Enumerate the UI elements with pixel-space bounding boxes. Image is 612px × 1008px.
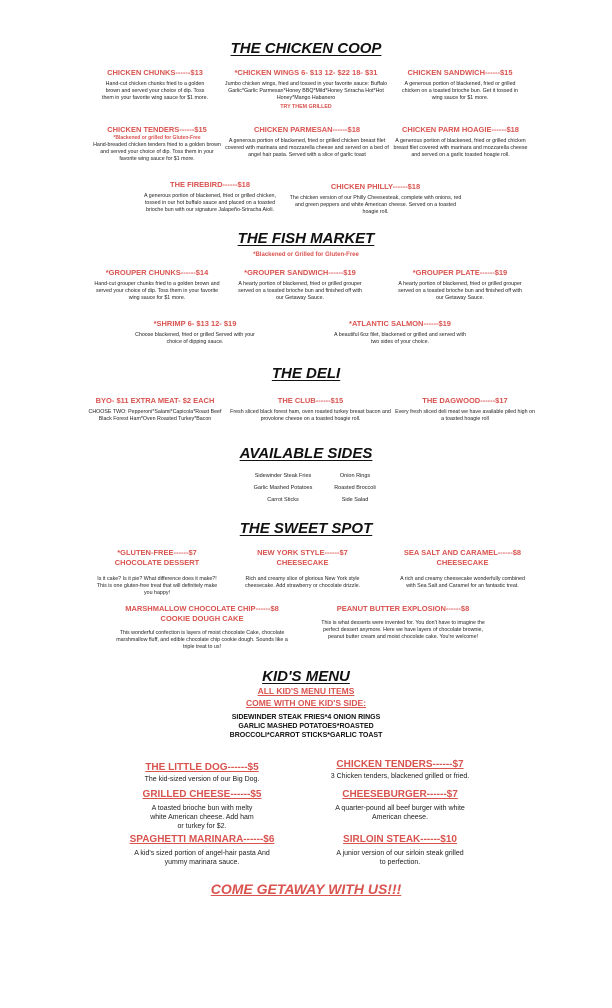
grouper-plate-item bbox=[395, 268, 525, 302]
ny-cheesecake-item bbox=[240, 548, 365, 590]
chicken-coop-title: THE CHICKEN COOP bbox=[230, 40, 382, 57]
sweet-spot-title: THE SWEET SPOT bbox=[239, 520, 373, 537]
side-item: Sidewinder Steak Fries bbox=[254, 473, 312, 479]
item-description: A quarter-pound all beef burger with white American cheese. bbox=[335, 805, 465, 821]
item-name: PEANUT BUTTER EXPLOSION------$8 bbox=[336, 604, 470, 613]
item-description: A generous portion of blackened, fried or grilled chicken breast filet covered with marinara and mozzarella cheese and served on a bed of angel hair pasta. Served with a slice of garlic toast bbox=[225, 138, 389, 158]
item-name: CHEESEBURGER------$7 bbox=[342, 789, 458, 800]
item-name: THE FIREBIRD------$18 bbox=[170, 180, 250, 189]
item-subnote: *Blackened or grilled for Gluten-Free bbox=[113, 135, 201, 141]
item-name: *GROUPER SANDWICH------$19 bbox=[244, 268, 356, 277]
item-description: The chicken version of our Philly Cheesesteak, complete with onions, red and green peppers and white American cheese. Served on a toasted hoagie roll. bbox=[289, 195, 462, 215]
kids-intro-line-2: COME WITH ONE KID'S SIDE: bbox=[245, 698, 367, 708]
item-name: CHICKEN PARM HOAGIE------$18 bbox=[402, 125, 519, 134]
item-description: This is what desserts were invented for. You don't have to imagine the perfect dessert anymore. Here we have layers of chocolate brownie, peanut butter cream and moist chocolate cake. You're welcome! bbox=[321, 620, 485, 640]
kids-menu-title: KID'S MENU bbox=[262, 668, 350, 685]
item-name: NEW YORK STYLE------$7 CHEESECAKE bbox=[257, 548, 348, 567]
gluten-free-dessert-item bbox=[92, 548, 222, 597]
side-item: Garlic Mashed Potatoes bbox=[253, 485, 313, 491]
cheeseburger-item bbox=[320, 788, 480, 822]
item-description: Every fresh sliced deli meat we have available piled high on a toasted hoagie roll bbox=[395, 409, 535, 422]
item-name: *GLUTEN-FREE------$7 CHOCOLATE DESSERT bbox=[114, 548, 200, 567]
byo-item bbox=[85, 396, 225, 423]
chicken-parm-hoagie-item bbox=[393, 125, 528, 159]
side-item: Carrot Sticks bbox=[267, 497, 299, 503]
grouper-chunks-item bbox=[92, 268, 222, 302]
sides-left-column bbox=[238, 473, 328, 509]
item-description: A rich and creamy cheesecake wonderfully combined with Sea Salt and Caramel for an fantastic treat. bbox=[400, 576, 525, 589]
chicken-parmesan-item bbox=[222, 125, 392, 159]
marshmallow-cake-item bbox=[112, 604, 292, 651]
fish-gluten-free-note: *Blackened or Grilled for Gluten-Free bbox=[253, 252, 359, 258]
chicken-tenders-item bbox=[92, 125, 222, 163]
item-description: A toasted brioche bun with melty white American cheese. Add ham or turkey for $2. bbox=[150, 805, 254, 830]
item-name: CHICKEN TENDERS------$15 bbox=[107, 125, 207, 134]
kids-sides-line-3: BROCCOLI*CARROT STICKS*GARLIC TOAST bbox=[229, 732, 383, 739]
sides-title: AVAILABLE SIDES bbox=[239, 445, 373, 462]
item-name: GRILLED CHEESE------$5 bbox=[142, 789, 262, 800]
item-name: THE LITTLE DOG------$5 bbox=[145, 762, 259, 773]
item-description: Hand-cut chicken chunks fried to a golden brown and served your choice of dip. Toss them in your favorite wing sauce for $1 more. bbox=[102, 81, 208, 101]
item-description: The kid-sized version of our Big Dog. bbox=[144, 776, 260, 783]
item-name: THE CLUB------$15 bbox=[277, 396, 344, 405]
item-description: A generous portion of blackened, fried or grilled chicken, tossed in our hot buffalo sauce and placed on a toasted brioche bun with our signature Jalapeño-Sriracha Aioli. bbox=[144, 193, 276, 213]
grouper-sandwich-item bbox=[235, 268, 365, 302]
item-description: A hearty portion of blackened, fried or grilled grouper served on a toasted brioche bun and finished off with our Getaway Sauce. bbox=[398, 281, 522, 301]
item-description: 3 Chicken tenders, blackened grilled or fried. bbox=[330, 773, 470, 780]
grilled-cheese-item bbox=[122, 788, 282, 831]
side-item: Onion Rings bbox=[339, 473, 371, 479]
dagwood-item bbox=[395, 396, 535, 423]
peanut-butter-item bbox=[318, 604, 488, 641]
item-description: A generous portion of blackened, fried or grilled chicken on a toasted brioche bun. Get it tossed in wing sauce for $1 more. bbox=[401, 81, 518, 101]
item-name: *SHRIMP 6- $13 12- $19 bbox=[153, 319, 237, 328]
item-name: SEA SALT AND CARAMEL------$8 CHEESECAKE bbox=[403, 548, 522, 567]
item-description: Jumbo chicken wings, fried and tossed in your favorite sauce: Buffalo Garlic*Garlic Parmesan*Honey BBQ*Mild*Honey Sriracha Hot*Hot Honey*Mango Habanero bbox=[224, 81, 388, 101]
chicken-wings-item bbox=[220, 68, 392, 111]
item-name: CHICKEN PHILLY------$18 bbox=[330, 182, 421, 191]
club-item bbox=[228, 396, 393, 423]
chicken-philly-item bbox=[288, 182, 463, 216]
item-description: A junior version of our sirloin steak grilled to perfection. bbox=[336, 850, 464, 866]
item-description: A hearty portion of blackened, fried or grilled grouper served on a toasted brioche bun and finished off with our Getaway Sauce. bbox=[238, 281, 362, 301]
footer-tagline: COME GETAWAY WITH US!!! bbox=[210, 881, 402, 897]
item-description: Hand-breaded chicken tenders fried to a golden brown and served your choice of dip. Toss them in your favorite wing sauce for $1 more. bbox=[93, 142, 221, 162]
item-name: *GROUPER CHUNKS------$14 bbox=[105, 268, 209, 277]
chicken-sandwich-item bbox=[400, 68, 520, 102]
item-name: THE DAGWOOD------$17 bbox=[422, 396, 508, 405]
little-dog-item bbox=[122, 761, 282, 784]
item-description: Choose blackened, fried or grilled Served with your choice of dipping sauce. bbox=[135, 332, 255, 345]
kids-sides-line-1: SIDEWINDER STEAK FRIES*4 ONION RINGS bbox=[231, 714, 381, 721]
item-description: This wonderful confection is layers of moist chocolate Cake, chocolate marshmallow fluff, and edible chocolate chip cookie dough. Sounds like a triple treat to us! bbox=[116, 630, 288, 650]
sirloin-steak-item bbox=[320, 833, 480, 867]
item-name: CHICKEN TENDERS------$7 bbox=[336, 759, 464, 770]
kids-intro-line-1: ALL KID'S MENU ITEMS bbox=[257, 686, 355, 696]
item-name: MARSHMALLOW CHOCOLATE CHIP------$8 COOKIE DOUGH CAKE bbox=[125, 604, 279, 623]
shrimp-item bbox=[130, 319, 260, 346]
spaghetti-item bbox=[112, 833, 292, 867]
deli-title: THE DELI bbox=[271, 365, 341, 382]
item-description: Hand-cut grouper chunks fried to a golden brown and served your choice of dip. Toss them in your favorite wing sauce for $1 more. bbox=[94, 281, 220, 301]
item-name: *GROUPER PLATE------$19 bbox=[412, 268, 508, 277]
kids-chicken-tenders-item bbox=[320, 758, 480, 781]
item-description: Fresh sliced black forest ham, oven roasted turkey breast bacon and provolone cheese on a toasted hoagie roll. bbox=[230, 409, 391, 422]
fish-market-title: THE FISH MARKET bbox=[237, 230, 375, 247]
item-name: CHICKEN PARMESAN------$18 bbox=[253, 125, 361, 134]
item-description: CHOOSE TWO: Pepperoni*Salami*Capicola*Roast Beef Black Forest Ham*Oven Roasted Turkey*Bacon bbox=[88, 409, 222, 422]
item-name: CHICKEN SANDWICH------$15 bbox=[407, 68, 513, 77]
sides-right-column bbox=[320, 473, 390, 509]
item-name: CHICKEN CHUNKS------$13 bbox=[107, 68, 203, 77]
item-description: A kid's sized portion of angel-hair pasta And yummy marinara sauce. bbox=[134, 850, 270, 866]
item-name: SIRLOIN STEAK------$10 bbox=[343, 834, 457, 845]
item-name: SPAGHETTI MARINARA------$6 bbox=[129, 834, 275, 845]
item-description: A beautiful 6oz filet, blackened or grilled and served with two sides of your choice. bbox=[334, 332, 466, 345]
caramel-cheesecake-item bbox=[395, 548, 530, 590]
firebird-item bbox=[140, 180, 280, 214]
item-name: *ATLANTIC SALMON------$19 bbox=[349, 319, 451, 328]
item-name: BYO- $11 EXTRA MEAT- $2 EACH bbox=[95, 396, 215, 405]
item-description: A generous portion of blackened, fried or grilled chicken breast filet covered with marinara and mozzarella cheese and served on a garlic toasted hoagie roll. bbox=[393, 138, 528, 158]
item-extra: TRY THEM GRILLED bbox=[280, 104, 332, 110]
atlantic-salmon-item bbox=[330, 319, 470, 346]
chicken-chunks-item bbox=[100, 68, 210, 102]
item-description: Is it cake? Is it pie? What difference does it make?! This is one gluten-free treat that will definitely make you happy! bbox=[96, 576, 218, 596]
item-description: Rich and creamy slice of glorious New York style cheesecake. Add strawberry or chocolate drizzle. bbox=[244, 576, 361, 589]
item-name: *CHICKEN WINGS 6- $13 12- $22 18- $31 bbox=[234, 68, 378, 77]
side-item: Roasted Broccoli bbox=[334, 485, 376, 491]
side-item: Side Salad bbox=[341, 497, 369, 503]
kids-sides-line-2: GARLIC MASHED POTATOES*ROASTED bbox=[238, 723, 374, 730]
